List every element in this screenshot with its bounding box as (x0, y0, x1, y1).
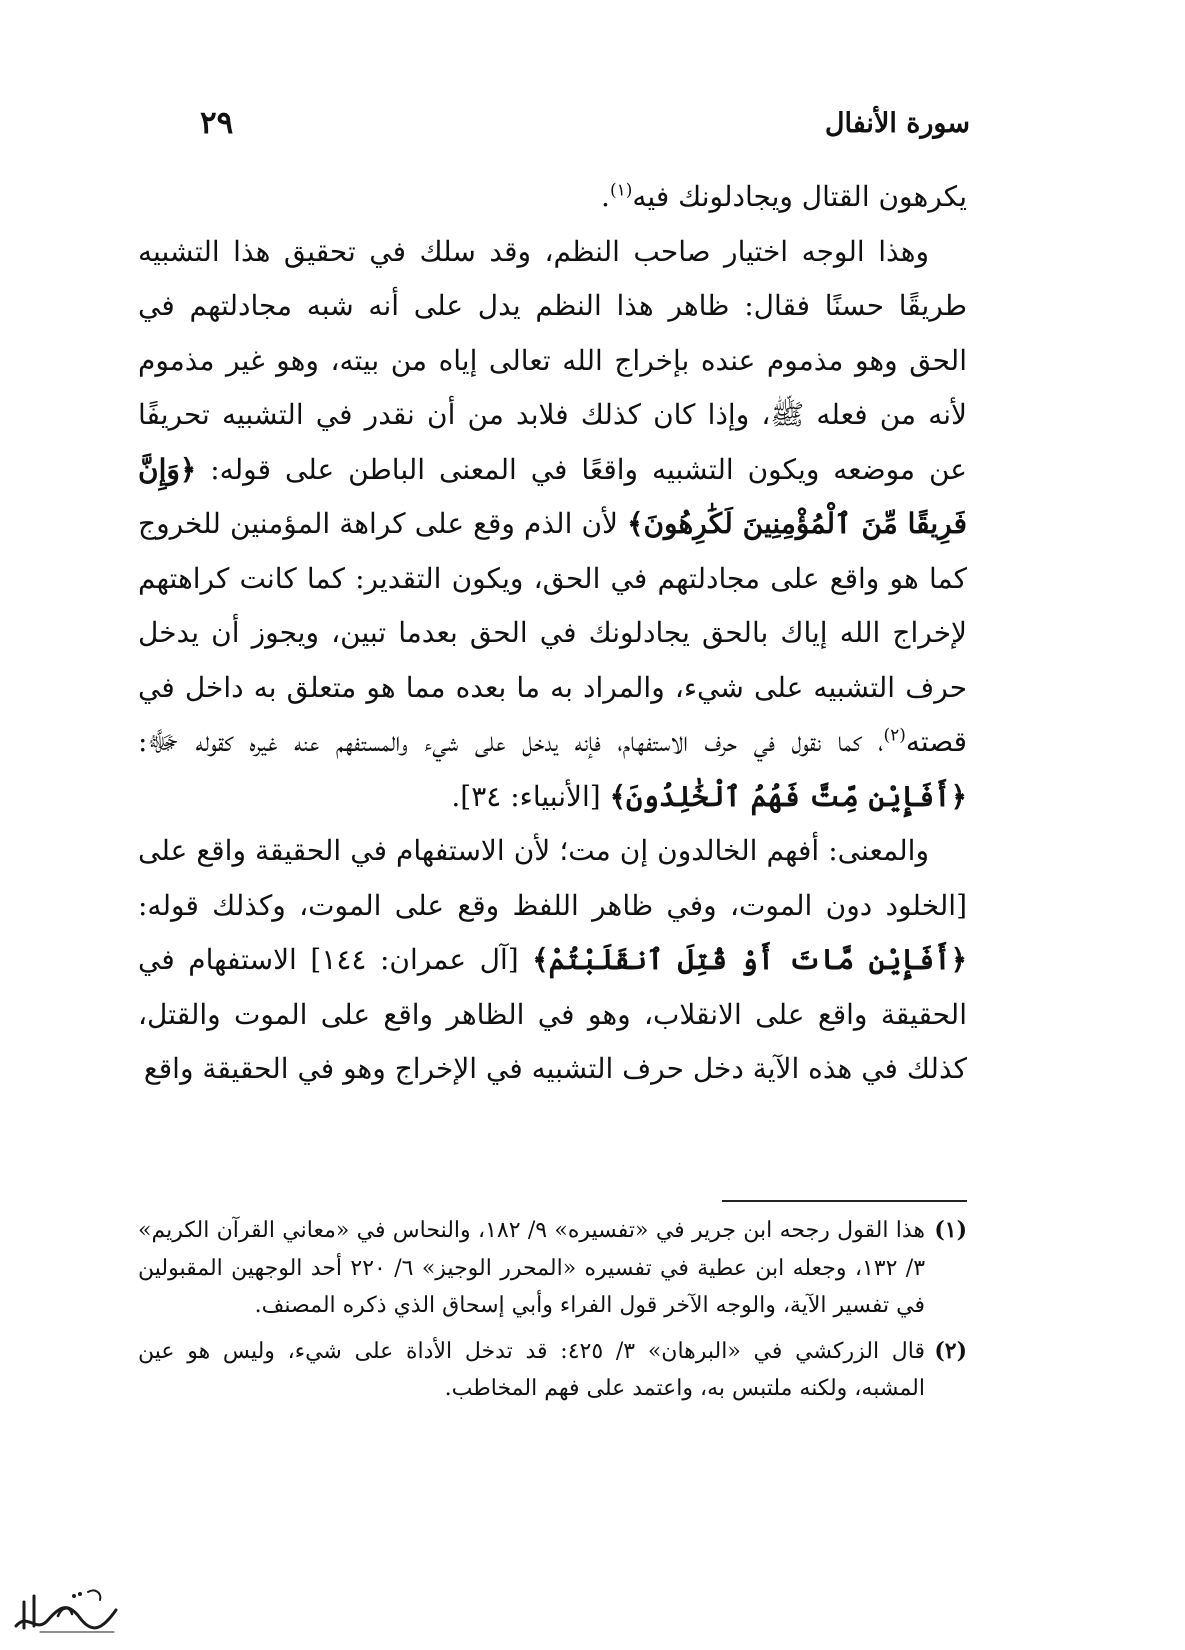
footnote-text: قال الزركشي في «البرهان» ٣/ ٤٢٥: قد تدخل الأداة على شيء، وليس هو عين المشبه، ولكنه ملتبس به، واعتمد على فهم المخاطب. (138, 1338, 926, 1401)
verse-reference-2: [آل عمران: ١٤٤] (310, 943, 519, 976)
paragraph-3-text-a: والمعنى: أفهم الخالدون إن مت؛ لأن الاستفهام في الحقيقة واقع على [الخلود دون الموت، وفي ظاهر اللفظ وقع على الموت، وكذلك قوله: (138, 834, 967, 922)
publisher-logo-icon (10, 1582, 122, 1638)
main-text (138, 170, 967, 1097)
verse-reference-1: [الأنبياء: ٣٤]. (451, 779, 601, 813)
footnote-number: (١) (934, 1217, 967, 1243)
footnote-separator (722, 1200, 967, 1202)
paragraph-3 (138, 824, 967, 1097)
footnote-number: (٢) (934, 1337, 967, 1364)
paragraph-2-text-a: وهذا الوجه اختيار صاحب النظم، وقد سلك في تحقيق هذا التشبيه طريقًا حسنًا فقال: ظاهر هذا النظم يدل على أنه شبه مجادلتهم في الحق وهو مذموم عنده بإخراج الله تعالى إياه من بيته، وهو غير مذموم لأنه من فعله ﷺ، وإذا كان كذلك فلابد من أن نقدر في التشبيه تحريفًا عن موضعه ويكون التشبيه واقعًا في المعنى الباطن على قوله: (138, 234, 967, 486)
footnote-text: هذا القول رجحه ابن جرير في «تفسيره» ٩/ ١٨٢، والنحاس في «معاني القرآن الكريم» ٣/ ١٣٢، وجعله ابن عطية في تفسيره «المحرر الوجيز» ٦/ ٢٢٠ أحد الوجهين المقبولين في تفسير الآية، والوجه الآخر قول الفراء وأبي إسحاق الذي ذكره المصنف. (138, 1218, 926, 1318)
page-header (200, 98, 970, 148)
paragraph-1 (138, 170, 967, 225)
footnote-mark-2: (٢) (883, 725, 906, 746)
quran-verse-1: ﴿وَإِنَّ فَرِيقًا مِّنَ ٱلْمُؤْمِنِينَ لَكَٰرِهُونَ﴾ (138, 452, 967, 540)
paragraph-2-text-b: لأن الذم وقع على كراهة المؤمنين للخروج كما هو واقع على مجادلتهم في الحق، ويكون التقدير: كما كانت كراهتهم لإخراج الله إياك بالحق يجادلونك في الحق بعدما تبين، ويجوز أن يدخل حرف التشبيه على شيء، والمراد به ما بعده مما هو متعلق به داخل في قصته (138, 507, 967, 758)
paragraph-3-text-b: الاستفهام في الحقيقة واقع على الانقلاب، وهو في الظاهر واقع على الموت والقتل، كذلك في هذه الآية دخل حرف التشبيه في الإخراج وهو في الحقيقة واقع (138, 943, 967, 1085)
quran-verse-3: ﴿أَفَإِيْن مَّاتَ أَوْ قُتِلَ ٱنقَلَبْتُمْ﴾ (532, 943, 968, 976)
footnotes (138, 1212, 967, 1416)
paragraph-2 (138, 225, 967, 825)
paragraph-1-text: يكرهون القتال ويجادلونك فيه (632, 180, 967, 213)
surah-title: سورة الأنفال (824, 107, 970, 139)
footnote-mark-1: (١) (609, 180, 633, 201)
quran-verse-2: ﴿أَفَإِيْن مِّتَّ فَهُمُ ٱلْخَٰلِدُونَ﴾ (609, 779, 967, 813)
paragraph-1-end: . (601, 180, 610, 213)
footnote-2 (138, 1333, 967, 1408)
page-number: ٢٩ (200, 105, 234, 141)
footnote-1 (138, 1212, 967, 1325)
paragraph-2-text-c: ، كما نقول في حرف الاستفهام، فإنه يدخل على شيء والمستفهم عنه غيره كقوله ﷻ: (138, 725, 884, 758)
